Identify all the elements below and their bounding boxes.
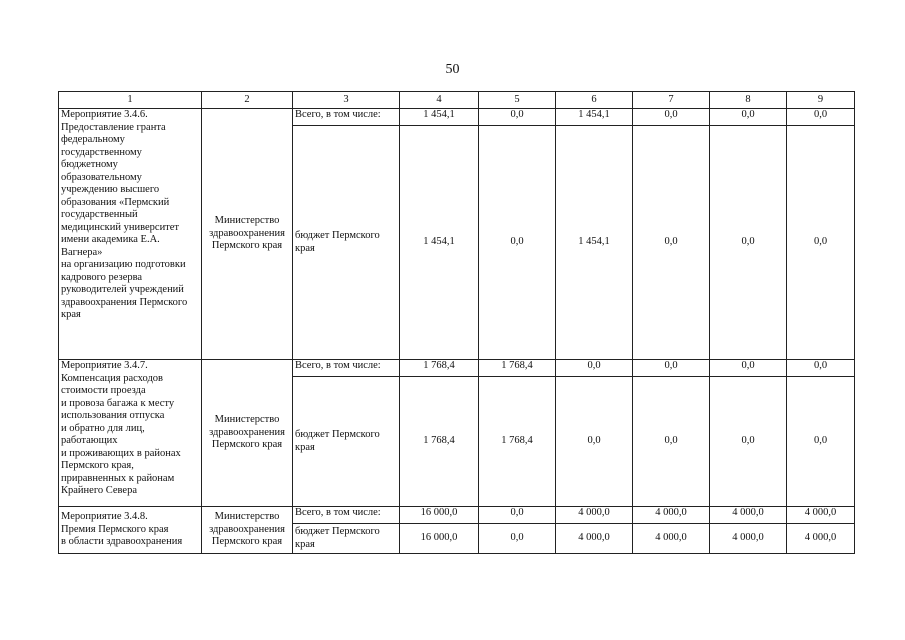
header-row bbox=[59, 92, 855, 109]
row-label: бюджет Пермского края bbox=[293, 524, 400, 554]
value-cell: 0,0 bbox=[633, 126, 710, 360]
value-cell: 1 454,1 bbox=[556, 109, 633, 126]
value-cell: 4 000,0 bbox=[710, 524, 787, 554]
value-cell: 4 000,0 bbox=[787, 524, 855, 554]
measure-executor: Министерство здравоохранения Пермского края bbox=[202, 360, 293, 507]
value-cell: 4 000,0 bbox=[787, 507, 855, 524]
header-cell: 3 bbox=[293, 92, 400, 109]
value-cell: 4 000,0 bbox=[633, 524, 710, 554]
value-cell: 4 000,0 bbox=[633, 507, 710, 524]
table-row bbox=[59, 109, 855, 126]
value-cell: 16 000,0 bbox=[400, 524, 479, 554]
value-cell: 0,0 bbox=[633, 109, 710, 126]
value-cell: 0,0 bbox=[556, 377, 633, 507]
value-cell: 1 454,1 bbox=[400, 126, 479, 360]
table-row bbox=[59, 507, 855, 524]
value-cell: 0,0 bbox=[479, 507, 556, 524]
value-cell: 0,0 bbox=[710, 126, 787, 360]
value-cell: 0,0 bbox=[556, 360, 633, 377]
header-cell: 4 bbox=[400, 92, 479, 109]
measure-executor: Министерство здравоохранения Пермского края bbox=[202, 109, 293, 360]
measure-title: Мероприятие 3.4.8. Премия Пермского края в области здравоохранения bbox=[59, 507, 202, 554]
measure-title: Мероприятие 3.4.6. Предоставление гранта федеральному государственному бюджетному образовательному учреждению высшего образования «Пермский государственный медицинский университет имени академика Е.А. Вагнера» на организацию подготовки кадрового резерва руководителей учреждений здравоохранения Пермского края bbox=[59, 109, 202, 360]
value-cell: 1 454,1 bbox=[556, 126, 633, 360]
value-cell: 0,0 bbox=[710, 109, 787, 126]
row-label: бюджет Пермского края bbox=[293, 377, 400, 507]
value-cell: 0,0 bbox=[479, 126, 556, 360]
header-cell: 7 bbox=[633, 92, 710, 109]
measure-executor: Министерство здравоохранения Пермского края bbox=[202, 507, 293, 554]
value-cell: 4 000,0 bbox=[556, 524, 633, 554]
row-label: Всего, в том числе: bbox=[293, 360, 400, 377]
value-cell: 0,0 bbox=[633, 377, 710, 507]
value-cell: 0,0 bbox=[787, 109, 855, 126]
value-cell: 0,0 bbox=[787, 126, 855, 360]
value-cell: 16 000,0 bbox=[400, 507, 479, 524]
row-label: Всего, в том числе: bbox=[293, 109, 400, 126]
budget-table bbox=[58, 91, 855, 554]
value-cell: 4 000,0 bbox=[556, 507, 633, 524]
row-label: Всего, в том числе: bbox=[293, 507, 400, 524]
table-row bbox=[59, 360, 855, 377]
value-cell: 4 000,0 bbox=[710, 507, 787, 524]
value-cell: 0,0 bbox=[710, 360, 787, 377]
header-cell: 8 bbox=[710, 92, 787, 109]
value-cell: 1 454,1 bbox=[400, 109, 479, 126]
page-number: 50 bbox=[445, 62, 460, 77]
header-cell: 9 bbox=[787, 92, 855, 109]
header-cell: 5 bbox=[479, 92, 556, 109]
header-cell: 1 bbox=[59, 92, 202, 109]
measure-title: Мероприятие 3.4.7. Компенсация расходов стоимости проезда и провоза багажа к месту использования отпуска и обратно для лиц, работающих и проживающих в районах Пермского края, приравненных к районам Крайнего Севера bbox=[59, 360, 202, 507]
value-cell: 1 768,4 bbox=[400, 377, 479, 507]
value-cell: 0,0 bbox=[633, 360, 710, 377]
value-cell: 1 768,4 bbox=[479, 360, 556, 377]
value-cell: 0,0 bbox=[787, 360, 855, 377]
value-cell: 1 768,4 bbox=[479, 377, 556, 507]
value-cell: 0,0 bbox=[710, 377, 787, 507]
value-cell: 0,0 bbox=[479, 524, 556, 554]
value-cell: 1 768,4 bbox=[400, 360, 479, 377]
value-cell: 0,0 bbox=[479, 109, 556, 126]
header-cell: 2 bbox=[202, 92, 293, 109]
value-cell: 0,0 bbox=[787, 377, 855, 507]
header-cell: 6 bbox=[556, 92, 633, 109]
row-label: бюджет Пермского края bbox=[293, 126, 400, 360]
